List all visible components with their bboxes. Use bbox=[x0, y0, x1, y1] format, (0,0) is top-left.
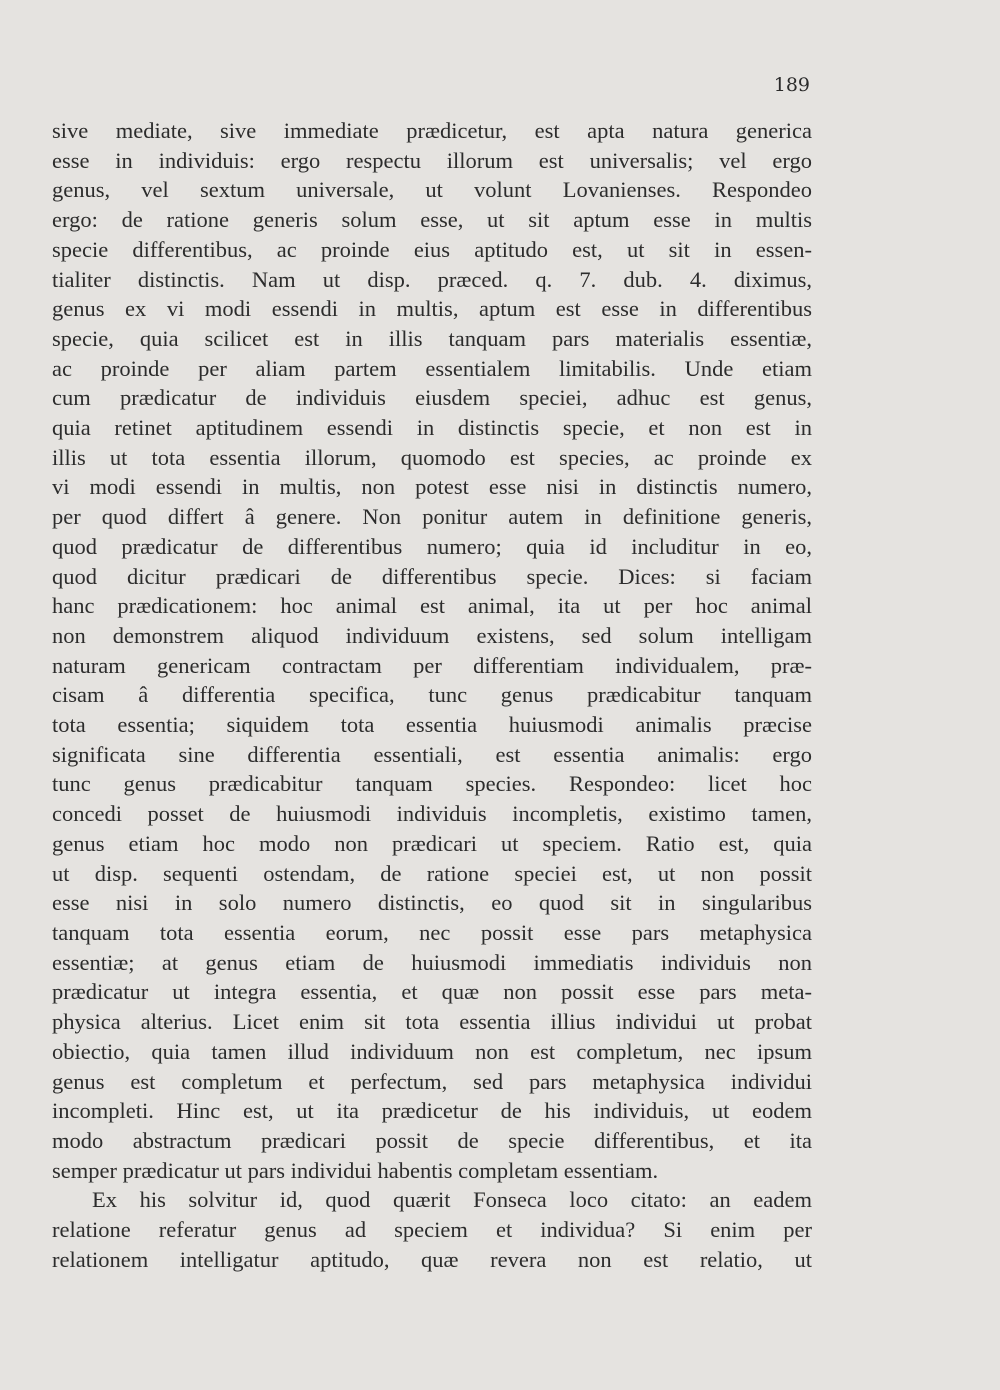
text-line: vi modi essendi in multis, non potest esse nisi in distinctis numero, bbox=[52, 474, 812, 500]
text-line: concedi posset de huiusmodi individuis incompletis, existimo tamen, bbox=[52, 801, 812, 827]
text-line: hanc prædicationem: hoc animal est animal, ita ut per hoc animal bbox=[52, 593, 812, 619]
text-line: ergo: de ratione generis solum esse, ut sit aptum esse in multis bbox=[52, 207, 812, 233]
text-line: illis ut tota essentia illorum, quomodo est species, ac proinde ex bbox=[52, 444, 812, 470]
text-line: cum prædicatur de individuis eiusdem speciei, adhuc est genus, bbox=[52, 385, 812, 411]
text-line: relatione referatur genus ad speciem et individua? Si enim per bbox=[52, 1217, 812, 1243]
text-line: quod dicitur prædicari de differentibus specie. Dices: si faciam bbox=[52, 563, 812, 589]
body-text bbox=[52, 116, 812, 1274]
text-line: genus est completum et perfectum, sed pars metaphysica individui bbox=[52, 1068, 812, 1094]
text-line: relationem intelligatur aptitudo, quæ revera non est relatio, ut bbox=[52, 1246, 812, 1272]
text-line: prædicatur ut integra essentia, et quæ non possit esse pars meta- bbox=[52, 979, 812, 1005]
text-line: specie, quia scilicet est in illis tanquam pars materialis essentiæ, bbox=[52, 325, 812, 351]
text-line: tialiter distinctis. Nam ut disp. præced. q. 7. dub. 4. diximus, bbox=[52, 266, 812, 292]
text-line: ac proinde per aliam partem essentialem limitabilis. Unde etiam bbox=[52, 355, 812, 381]
text-line: cisam â differentia specifica, tunc genus prædicabitur tanquam bbox=[52, 682, 812, 708]
text-line: esse nisi in solo numero distinctis, eo quod sit in singularibus bbox=[52, 890, 812, 916]
text-line: ut disp. sequenti ostendam, de ratione speciei est, ut non possit bbox=[52, 860, 812, 886]
text-line: semper prædicatur ut pars individui habentis completam essentiam. bbox=[52, 1157, 659, 1183]
text-line: modo abstractum prædicari possit de specie differentibus, et ita bbox=[52, 1127, 812, 1153]
text-line: essentiæ; at genus etiam de huiusmodi immediatis individuis non bbox=[52, 949, 812, 975]
text-line: genus, vel sextum universale, ut volunt Lovanienses. Respondeo bbox=[52, 177, 812, 203]
text-line: tanquam tota essentia eorum, nec possit esse pars metaphysica bbox=[52, 919, 812, 945]
text-line: quod prædicatur de differentibus numero; quia id includitur in eo, bbox=[52, 533, 812, 559]
text-line: naturam genericam contractam per differentiam individualem, præ- bbox=[52, 652, 812, 678]
text-line: physica alterius. Licet enim sit tota essentia illius individui ut probat bbox=[52, 1009, 812, 1035]
page-number: 189 bbox=[773, 74, 810, 96]
text-line: Ex his solvitur id, quod quærit Fonseca loco citato: an eadem bbox=[92, 1187, 812, 1213]
text-line: significata sine differentia essentiali, est essentia animalis: ergo bbox=[52, 741, 812, 767]
text-line: non demonstrem aliquod individuum existens, sed solum intelligam bbox=[52, 622, 812, 648]
text-line: incompleti. Hinc est, ut ita prædicetur de his individuis, ut eodem bbox=[52, 1098, 812, 1124]
text-line: tunc genus prædicabitur tanquam species. Respondeo: licet hoc bbox=[52, 771, 812, 797]
text-line: per quod differt â genere. Non ponitur autem in definitione generis, bbox=[52, 504, 812, 530]
text-line: obiectio, quia tamen illud individuum non est completum, nec ipsum bbox=[52, 1038, 812, 1064]
text-line: specie differentibus, ac proinde eius aptitudo est, ut sit in essen- bbox=[52, 236, 812, 262]
text-line: genus etiam hoc modo non prædicari ut speciem. Ratio est, quia bbox=[52, 830, 812, 856]
text-line: genus ex vi modi essendi in multis, aptum est esse in differentibus bbox=[52, 296, 812, 322]
text-line: sive mediate, sive immediate prædicetur, est apta natura generica bbox=[52, 118, 812, 143]
text-line: quia retinet aptitudinem essendi in distinctis specie, et non est in bbox=[52, 415, 812, 441]
text-line: tota essentia; siquidem tota essentia huiusmodi animalis præcise bbox=[52, 712, 812, 738]
text-line: esse in individuis: ergo respectu illorum est universalis; vel ergo bbox=[52, 147, 812, 173]
